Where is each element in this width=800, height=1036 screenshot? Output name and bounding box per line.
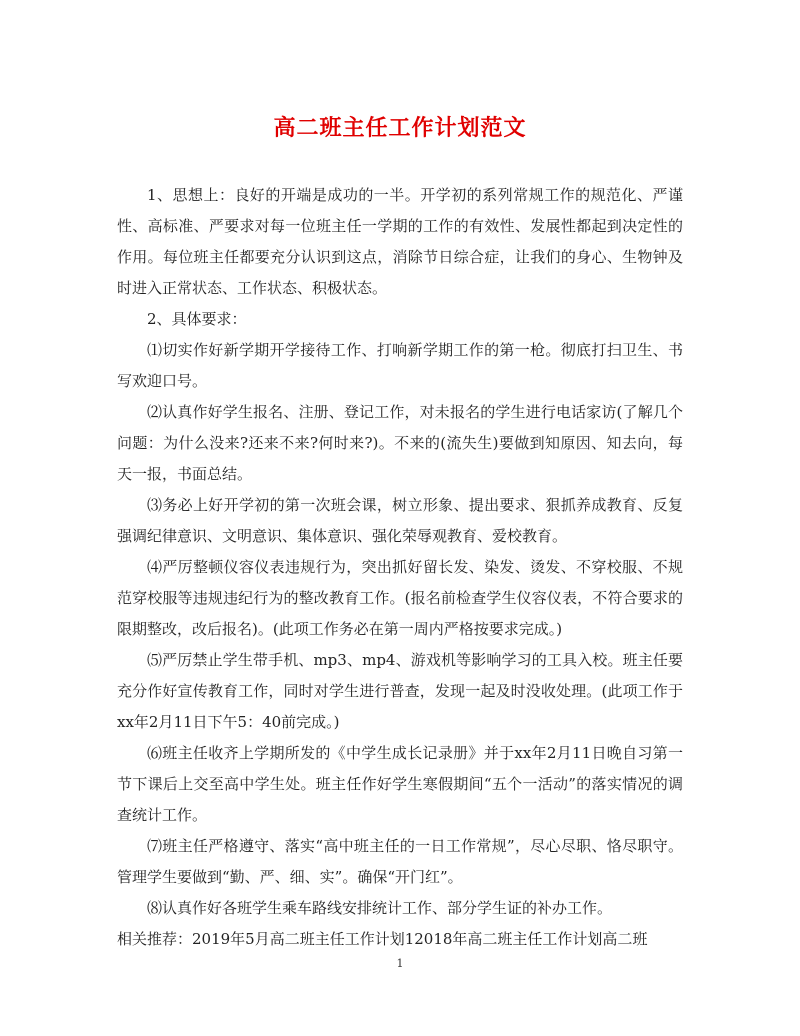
page-number: 1: [396, 957, 404, 970]
document-title: 高二班主任工作计划范文: [273, 115, 527, 141]
paragraph-item-2: ⑵认真作好学生报名、注册、登记工作，对未报名的学生进行电话家访(了解几个问题：为什么没来?还来不来?何时来?)。不来的(流失生)要做到知原因、知去向，每天一报，书面总结。: [117, 403, 683, 483]
paragraph-item-5: ⑸严厉禁止学生带手机、mp3、mp4、游戏机等影响学习的工具入校。班主任要充分作好宣传教育工作，同时对学生进行普查，发现一起及时没收处理。(此项工作于xx年2月11日下午5：40前完成。): [117, 651, 683, 731]
paragraph-item-6: ⑹班主任收齐上学期所发的《中学生成长记录册》并于xx年2月11日晚自习第一节下课后上交至高中学生处。班主任作好学生寒假期间“五个一活动”的落实情况的调查统计工作。: [117, 744, 683, 824]
paragraph-thinking: 1、思想上：良好的开端是成功的一半。开学初的系列常规工作的规范化、严谨性、高标准、严要求对每一位班主任一学期的工作的有效性、发展性都起到决定性的作用。每位班主任都要充分认识到这点，消除节日综合症，让我们的身心、生物钟及时进入正常状态、工作状态、积极状态。: [117, 186, 683, 297]
related-recommendations: 相关推荐：2019年5月高二班主任工作计划12018年高二班主任工作计划高二班: [117, 930, 648, 948]
paragraph-item-1: ⑴切实作好新学期开学接待工作、打响新学期工作的第一枪。彻底打扫卫生、书写欢迎口号。: [117, 341, 683, 390]
paragraph-item-4: ⑷严厉整顿仪容仪表违规行为，突出抓好留长发、染发、烫发、不穿校服、不规范穿校服等违规违纪行为的整改教育工作。(报名前检查学生仪容仪表，不符合要求的限期整改，改后报名)。(此项工作务必在第一周内严格按要求完成。): [117, 558, 683, 638]
paragraph-item-3: ⑶务必上好开学初的第一次班会课，树立形象、提出要求、狠抓养成教育、反复强调纪律意识、文明意识、集体意识、强化荣辱观教育、爱校教育。: [117, 496, 683, 545]
paragraph-requirements-heading: 2、具体要求：: [147, 310, 247, 328]
paragraph-item-7: ⑺班主任严格遵守、落实“高中班主任的一日工作常规”，尽心尽职、恪尽职守。管理学生要做到“勤、严、细、实”。确保“开门红”。: [117, 837, 683, 886]
document-body: [117, 180, 683, 955]
paragraph-item-8: ⑻认真作好各班学生乘车路线安排统计工作、部分学生证的补办工作。: [147, 899, 613, 917]
